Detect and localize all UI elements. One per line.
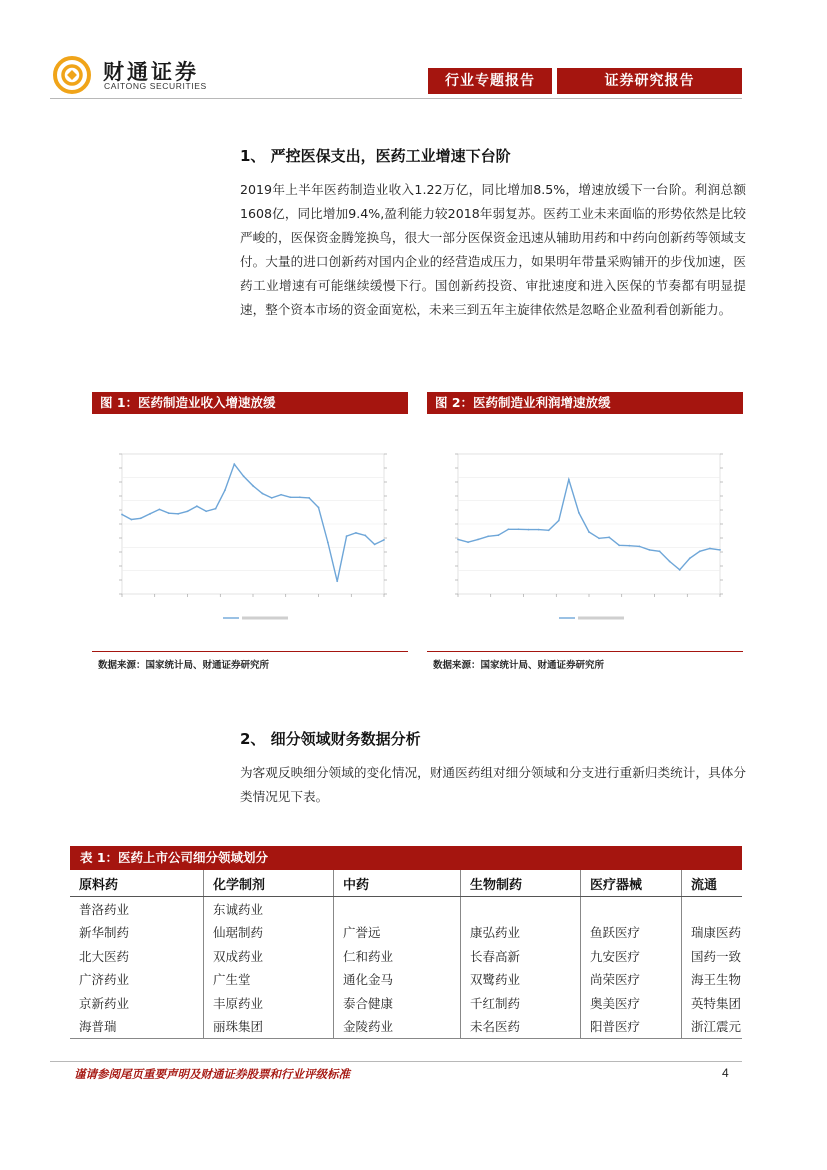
- figure-2-title: 图 2：医药制造业利润增速放缓: [427, 392, 743, 414]
- data-point: [507, 528, 509, 530]
- col-header-distribution: 流通: [682, 870, 743, 897]
- data-point: [205, 510, 207, 512]
- table-cell: 尚荣医疗: [581, 968, 682, 992]
- data-point: [457, 539, 459, 541]
- brand-name-cn: 财通证券: [103, 60, 199, 84]
- data-point: [374, 543, 376, 545]
- data-point: [140, 517, 142, 519]
- table-cell: 千红制药: [461, 991, 581, 1015]
- table-cell: 长春高新: [461, 944, 581, 968]
- data-point: [299, 496, 301, 498]
- table-row: [70, 944, 742, 968]
- data-point: [578, 512, 580, 514]
- col-header-chemical-formulation: 化学制剂: [204, 870, 334, 897]
- data-point: [497, 534, 499, 536]
- data-point: [608, 536, 610, 538]
- table-cell: 九安医疗: [581, 944, 682, 968]
- data-point: [669, 561, 671, 563]
- data-point: [280, 494, 282, 496]
- figure-1-source: 数据来源：国家统计局、财通证券研究所: [98, 660, 270, 671]
- header-tab-securities-research: 证券研究报告: [557, 68, 742, 94]
- table-cell: 鱼跃医疗: [581, 921, 682, 945]
- table-cell: 东诚药业: [204, 897, 334, 921]
- data-point: [719, 549, 721, 551]
- table-cell: 泰合健康: [334, 991, 461, 1015]
- data-point: [177, 513, 179, 515]
- data-point: [290, 496, 292, 498]
- segment-classification-table: [70, 870, 742, 1039]
- legend-text-illegible: [242, 617, 288, 620]
- data-point: [548, 529, 550, 531]
- data-point: [224, 489, 226, 491]
- table-row: [70, 968, 742, 992]
- table-cell: 阳普医疗: [581, 1015, 682, 1039]
- legend-text-illegible: [578, 617, 624, 620]
- data-point: [659, 550, 661, 552]
- col-header-medical-devices: 医疗器械: [581, 870, 682, 897]
- table-cell: 广济药业: [70, 968, 204, 992]
- table-cell: 英特集团: [691, 995, 742, 1011]
- table-cell: 丰原药业: [204, 991, 334, 1015]
- section-1-body: 2019年上半年医药制造业收入1.22万亿，同比增加8.5%，增速放缓下一台阶。利润总额1608亿，同比增加9.4%,盈利能力较2018年弱复苏。医药工业未来面临的形势依然是比较严峻的，医保资金腾笼换鸟，很大一部分医保资金迅速从辅助用药和中药向创新药等领域支付。大量的进口创新药对国内企业的经营造成压力，如果明年带量采购铺开的步伐加速，医药工业增速有可能继续缓慢下行。国创新药投资、审批速度和进入医保的节奏都有明显提速，整个资本市场的资金面宽松，未来三到五年主旋律依然是忽略企业盈利看创新能力。: [240, 182, 746, 317]
- table-cell: [682, 897, 743, 921]
- data-point: [187, 510, 189, 512]
- section-2-title: 2、 细分领域财务数据分析: [240, 730, 421, 748]
- table-cell: 海王生物: [691, 972, 742, 988]
- data-point: [598, 537, 600, 539]
- table-cell: 国药一致: [691, 948, 742, 964]
- data-point: [336, 580, 338, 582]
- data-point: [628, 545, 630, 547]
- table-header-row: [70, 870, 742, 897]
- data-point: [233, 463, 235, 465]
- section-1-title: 1、 严控医保支出，医药工业增速下台阶: [240, 147, 511, 165]
- table-cell: 双鹭药业: [461, 968, 581, 992]
- table-cell: 普洛药业: [70, 897, 204, 921]
- table-cell: 丽珠集团: [204, 1015, 334, 1039]
- data-point: [638, 546, 640, 548]
- col-header-tcm: 中药: [334, 870, 461, 897]
- header-divider: [50, 98, 742, 99]
- data-point: [130, 519, 132, 521]
- table-cell: 北大医药: [70, 944, 204, 968]
- series-line: [458, 480, 720, 570]
- caitong-logo-icon: [52, 56, 96, 94]
- data-point: [649, 549, 651, 551]
- table-row: [70, 921, 742, 945]
- table-cell: [461, 897, 581, 921]
- footer-disclaimer: 谨请参阅尾页重要声明及财通证券股票和行业评级标准: [74, 1067, 350, 1081]
- data-point: [699, 550, 701, 552]
- data-point: [618, 544, 620, 546]
- data-point: [679, 569, 681, 571]
- table-row: [70, 991, 742, 1015]
- data-point: [196, 505, 198, 507]
- data-point: [271, 497, 273, 499]
- data-point: [308, 497, 310, 499]
- table-cell: 康弘药业: [461, 921, 581, 945]
- table-1-title: 表 1：医药上市公司细分领域划分: [70, 846, 742, 870]
- table-cell: 通化金马: [334, 968, 461, 992]
- table-cell: 新华制药: [70, 921, 204, 945]
- table-cell: 京新药业: [70, 991, 204, 1015]
- table-cell: 广生堂: [204, 968, 334, 992]
- figure-2-profit-growth-chart: [444, 446, 734, 632]
- table-cell: 浙江震元: [682, 1015, 743, 1039]
- table-cell: 未名医药: [461, 1015, 581, 1039]
- series-line: [122, 464, 384, 581]
- table-cell: 奥美医疗: [581, 991, 682, 1015]
- table-cell: 双成药业: [204, 944, 334, 968]
- table-cell: 海普瑞: [70, 1015, 204, 1039]
- data-point: [159, 508, 161, 510]
- table-cell: [581, 897, 682, 921]
- figure-1-revenue-growth-chart: [108, 446, 398, 632]
- table-cell: 金陵药业: [334, 1015, 461, 1039]
- col-header-api: 原料药: [70, 870, 204, 897]
- table-cell: 广誉远: [334, 921, 461, 945]
- data-point: [383, 539, 385, 541]
- figure-1-divider: [92, 651, 408, 652]
- data-point: [252, 485, 254, 487]
- data-point: [588, 531, 590, 533]
- table-row: [70, 897, 742, 921]
- data-point: [327, 542, 329, 544]
- data-point: [364, 535, 366, 537]
- data-point: [149, 513, 151, 515]
- data-point: [318, 507, 320, 509]
- table-row: [70, 1015, 742, 1039]
- data-point: [121, 514, 123, 516]
- data-point: [243, 475, 245, 477]
- data-point: [709, 548, 711, 550]
- data-point: [261, 493, 263, 495]
- table-cell: 仁和药业: [334, 944, 461, 968]
- figure-2-source: 数据来源：国家统计局、财通证券研究所: [433, 660, 605, 671]
- table-cell: 仙琚制药: [204, 921, 334, 945]
- footer-divider: [50, 1061, 742, 1062]
- data-point: [487, 535, 489, 537]
- data-point: [568, 479, 570, 481]
- data-point: [355, 532, 357, 534]
- data-point: [477, 539, 479, 541]
- page-number: 4: [722, 1066, 729, 1080]
- col-header-biopharma: 生物制药: [461, 870, 581, 897]
- data-point: [518, 528, 520, 530]
- table-cell: 瑞康医药: [691, 925, 742, 941]
- table-cell: [334, 897, 461, 921]
- figure-1-title: 图 1：医药制造业收入增速放缓: [92, 392, 408, 414]
- data-point: [538, 529, 540, 531]
- data-point: [558, 520, 560, 522]
- data-point: [346, 535, 348, 537]
- data-point: [168, 512, 170, 514]
- header-tab-industry-report: 行业专题报告: [428, 68, 552, 94]
- data-point: [528, 529, 530, 531]
- brand-name-en: CAITONG SECURITIES: [104, 81, 207, 91]
- section-2-body: 为客观反映细分领域的变化情况，财通医药组对细分领域和分支进行重新归类统计，具体分类情况见下表。: [240, 765, 746, 804]
- data-point: [467, 541, 469, 543]
- figure-2-divider: [427, 651, 743, 652]
- data-point: [689, 557, 691, 559]
- data-point: [215, 508, 217, 510]
